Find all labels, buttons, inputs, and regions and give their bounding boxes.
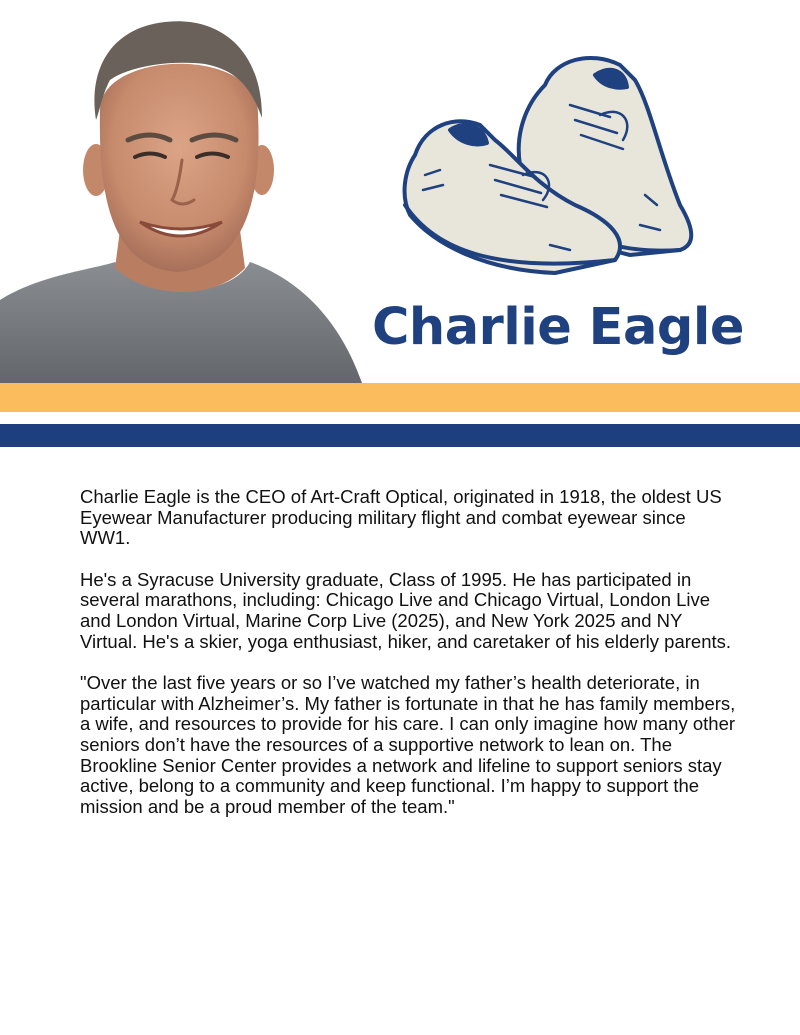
orange-stripe bbox=[0, 383, 800, 412]
bio-paragraph: He's a Syracuse University graduate, Class of 1995. He has participated in several marathons, including: Chicago Live and Chicago Virtual, London Live and London Virtual, Marine Corp Live (2025), and New York 2025 and NY Virtual. He's a skier, yoga enthusiast, hiker, and caretaker of his elderly parents. bbox=[80, 568, 732, 652]
sneakers-illustration bbox=[395, 45, 705, 285]
person-name-heading: Charlie Eagle bbox=[372, 298, 744, 357]
portrait-photo bbox=[0, 0, 370, 383]
biography bbox=[80, 487, 740, 838]
bio-paragraph: Charlie Eagle is the CEO of Art-Craft Optical, originated in 1918, the oldest US Eyewear Manufacturer producing military flight and combat eyewear since WW1. bbox=[80, 486, 722, 549]
quote-paragraph: "Over the last five years or so I’ve watched my father’s health deteriorate, in particular with Alzheimer’s. My father is fortunate in that he has family members, a wife, and resources to provide for his care. I can only imagine how many other seniors don’t have the resources of a supportive network to lean on. The Brookline Senior Center provides a network and lifeline to support seniors stay active, belong to a community and keep functional. I’m happy to support the mission and be a proud member of the team." bbox=[80, 672, 736, 817]
navy-stripe bbox=[0, 424, 800, 447]
